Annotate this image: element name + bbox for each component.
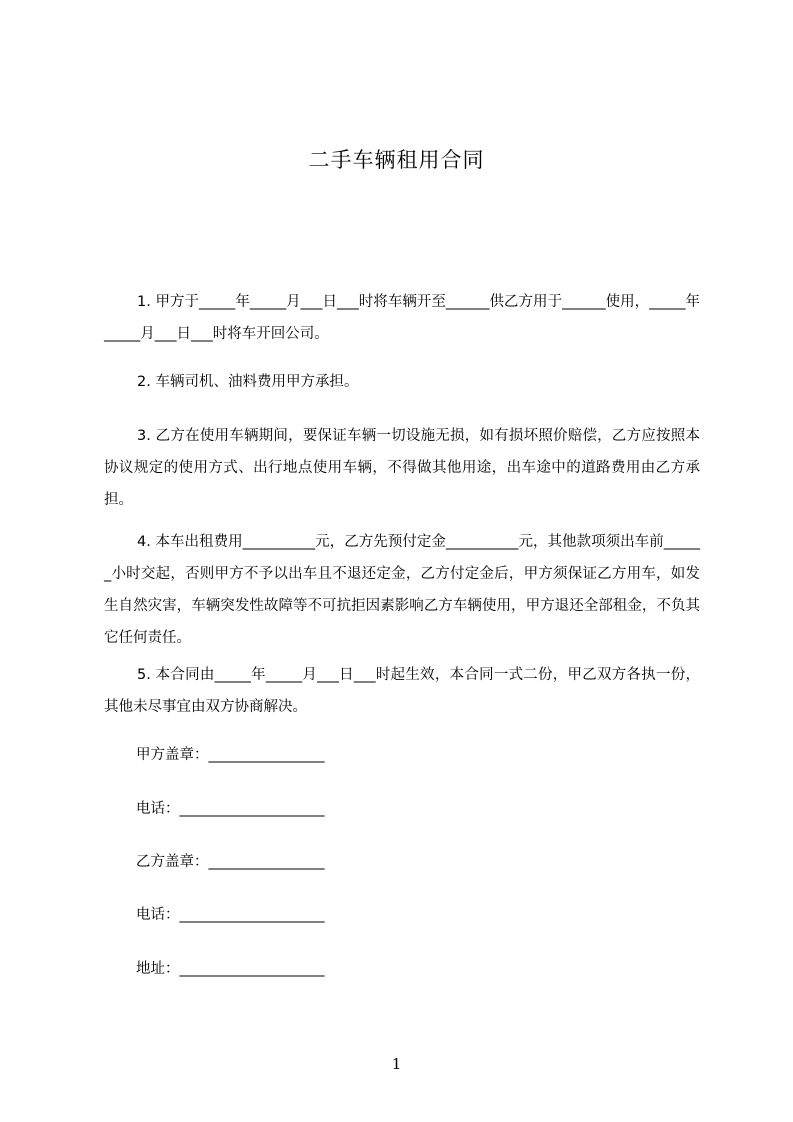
party-b-seal-line: 乙方盖章：________________ — [136, 854, 325, 870]
party-a-seal-line: 甲方盖章：________________ — [136, 747, 325, 763]
party-a-phone-line: 电话：____________________ — [136, 801, 325, 817]
clause-3: 3. 乙方在使用车辆期间，要保证车辆一切设施无损，如有损坏照价赔偿，乙方应按照本协议规定的使用方式、出行地点使用车辆，不得做其他用途，出车途中的道路费用由乙方承担。 — [104, 428, 700, 508]
clause-5: 5. 本合同由_____年_____月___日___时起生效，本合同一式二份，甲乙双方各执一份，其他未尽事宜由双方协商解决。 — [104, 667, 700, 715]
clause-4: 4. 本车出租费用__________元，乙方先预付定金__________元，其他款项须出车前______小时交起，否则甲方不予以出车且不退还定金，乙方付定金后，甲方须保证乙方用车，如发生自然灾害，车辆突发性故障等不可抗拒因素影响乙方车辆使用，甲方退还全部租金，不负其它任何责任。 — [104, 534, 700, 646]
address-line: 地址：____________________ — [136, 961, 325, 977]
clause-2: 2. 车辆司机、油料费用甲方承担。 — [137, 374, 359, 390]
clause-1: 1. 甲方于_____年_____月___日___时将车辆开至______供乙方用于______使用，_____年_____月___日___时将车开回公司。 — [104, 294, 700, 342]
party-b-phone-line: 电话：____________________ — [136, 907, 325, 923]
document-title: 二手车辆租用合同 — [308, 148, 485, 172]
page-number: 1 — [391, 1055, 402, 1073]
